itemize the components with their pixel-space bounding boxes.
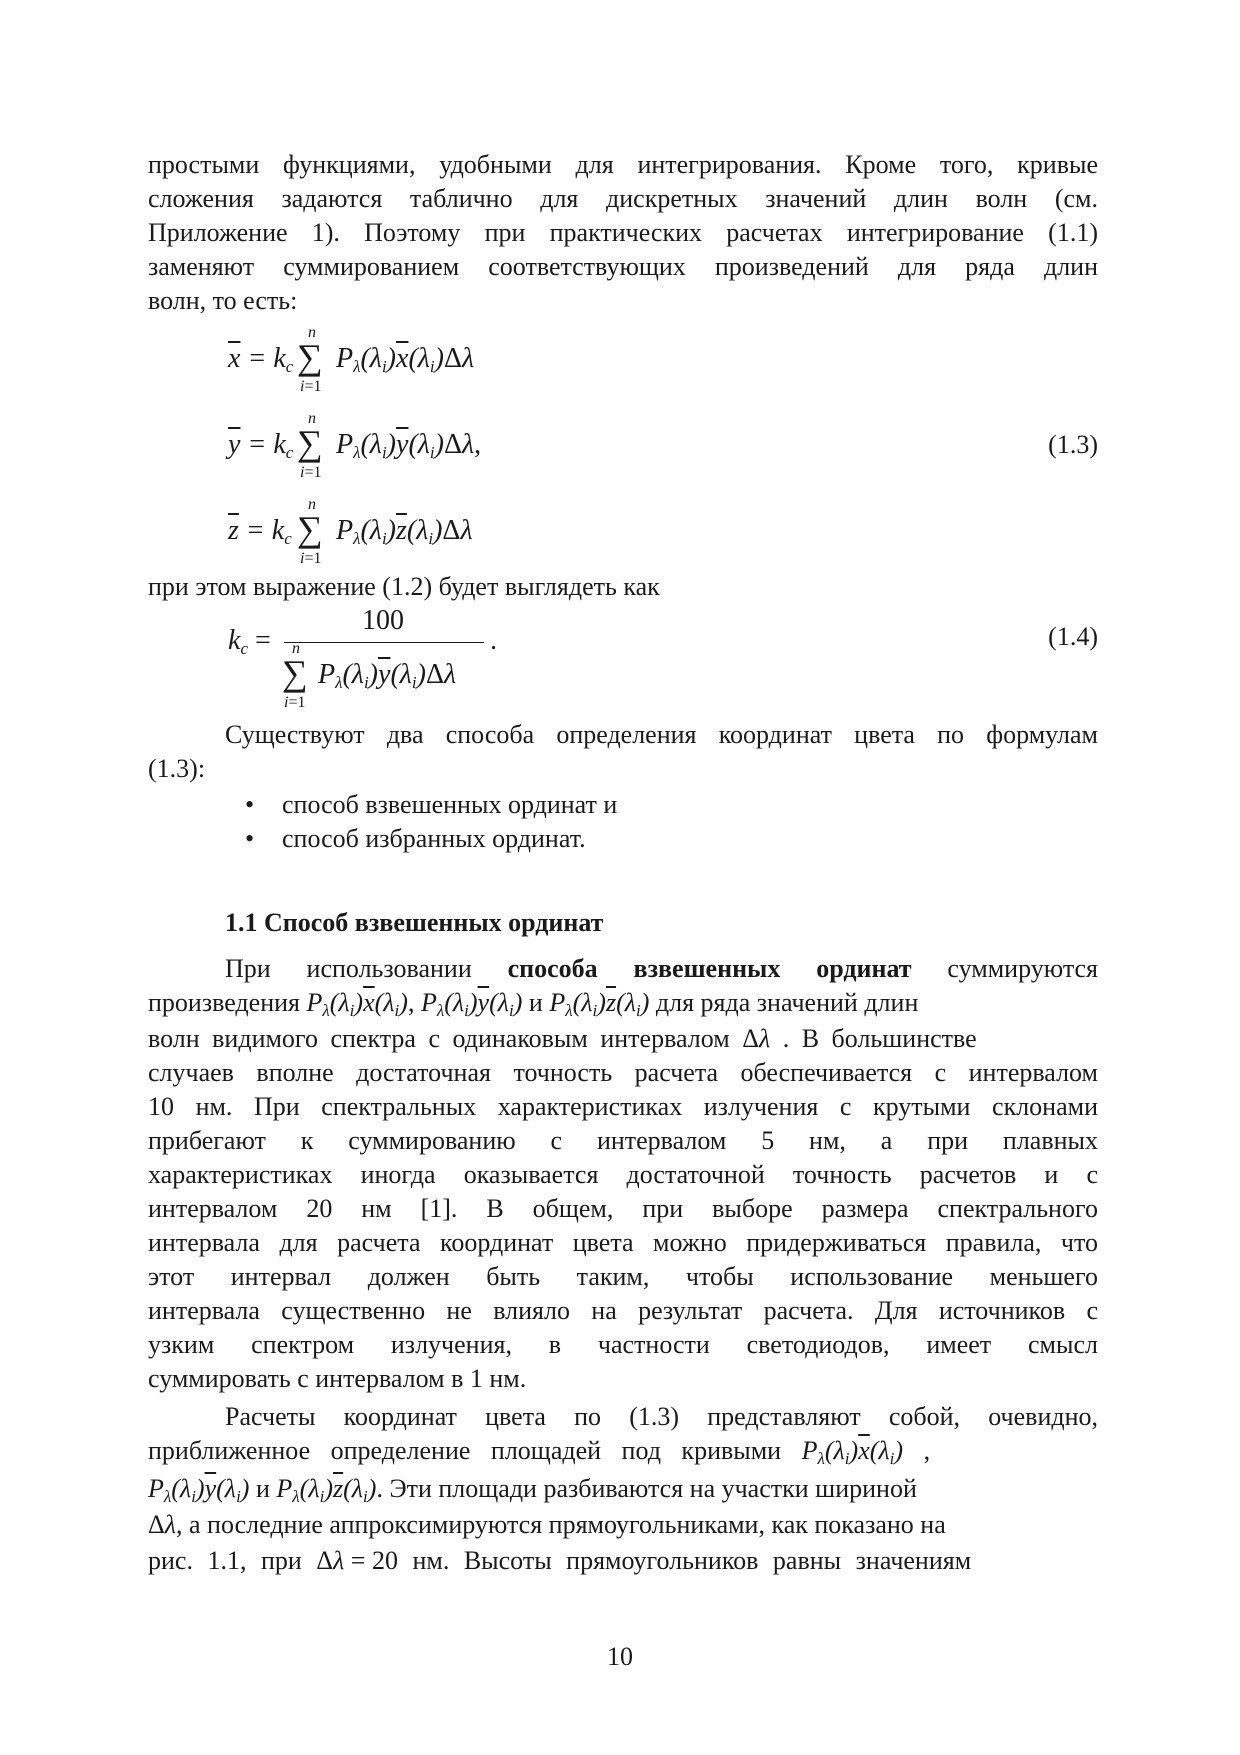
- bullet-icon: •: [245, 824, 255, 853]
- intro-line-3: Приложение 1). Поэтому при практических расчетах интегрирование (1.1): [148, 218, 1098, 247]
- p1-line-11: интервала существенно не влияло на результат расчета. Для источников с: [148, 1296, 1098, 1325]
- intro-line-4: заменяют суммированием соответствующих произведений для ряда длин: [148, 252, 1098, 281]
- p1-line-7: характеристиках иногда оказывается достаточной точность расчетов и с: [148, 1160, 1098, 1189]
- fraction-bar: [284, 642, 484, 643]
- p1-line-12: узким спектром излучения, в частности светодиодов, имеет смысл: [148, 1330, 1098, 1359]
- bullet-item-2: способ избранных ординат.: [282, 824, 586, 853]
- p2-line-3: $P_\lambda(\lambda_i)\overline{y}(\lambda_i)$ и $P_\lambda(\lambda_i)\overline{z}(\lambda_i)$. Эти площади разбиваются на участки шириной: [148, 1474, 917, 1506]
- p1-line-5: 10 нм. При спектральных характеристиках излучения с крутыми склонами: [148, 1092, 1098, 1121]
- equation-number-1-4: (1.4): [1048, 622, 1098, 651]
- p1-line-6: прибегают к суммированию с интервалом 5 нм, а при плавных: [148, 1126, 1098, 1155]
- p2-line-2: приближенное определение площадей под кривыми $P_\lambda(\lambda_i)\overline{x}(\lambda_i)$ ,: [148, 1436, 931, 1468]
- bullet-icon: •: [245, 790, 255, 819]
- p1-line-2: произведения $P_\lambda(\lambda_i)\overline{x}(\lambda_i)$, $P_\lambda(\lambda_i)\overline{y}(\lambda_i)$ и $P_\lambda(\lambda_i)\overline{z}(\lambda_i)$ для ряда значений длин: [148, 988, 919, 1020]
- page-number: 10: [607, 1642, 633, 1671]
- equation-number-1-3: (1.3): [1048, 430, 1098, 459]
- ways-line-1: Существуют два способа определения координат цвета по формулам: [225, 720, 1098, 749]
- intro-line-5: волн, то есть:: [148, 286, 298, 315]
- section-heading: 1.1 Способ взвешенных ординат: [225, 908, 604, 937]
- p1-line-13: суммировать с интервалом в 1 нм.: [148, 1364, 527, 1393]
- intro-line-1: простыми функциями, удобными для интегрирования. Кроме того, кривые: [148, 150, 1098, 179]
- p1-line-3: волн видимого спектра с одинаковым интервалом Δλ . В большинстве: [148, 1024, 977, 1053]
- bullet-item-1: способ взвешенных ординат и: [282, 790, 618, 819]
- p1-line-4: случаев вполне достаточная точность расчета обеспечивается с интервалом: [148, 1058, 1098, 1087]
- document-page: простыми функциями, удобными для интегрирования. Кроме того, кривые сложения задаются таблично для дискретных значений длин волн (см. Приложение 1). Поэтому при практических расчетах интегрирование (1.1) заменяют суммированием соответствующих произведений для ряда длин волн, то есть: n ∑ i=1 $\overline{x} = k_c$ $P_\lambda(\lambda_i)\overline{x}(\lambda_i)\Delta\lambda$ n ∑ i=1 $\overline{y} = k_c$ $P_\lambda(\lambda_i)\overline{y}(\lambda_i)\Delta\lambda$, (1.3) n ∑ i=1 $\overline{z} = k_c$ $P_\lambda(\lambda_i)\overline{z}(\lambda_i)\Delta\lambda$ при этом выражение (1.2) будет выглядеть как $k_c$ = 100 . n ∑ i=1 $P_\lambda(\lambda_i)\overline{y}(\lambda_i)\Delta\lambda$ (1.4) Существуют два способа определения координат цвета по формулам (1.3): • способ взвешенных ординат и • способ избранных ординат. 1.1 Способ взвешенных ординат При использовании способа взвешенных ординат суммируются произведения $P_\lambda(\lambda_i)\overline{x}(\lambda_i)$, $P_\lambda(\lambda_i)\overline{y}(\lambda_i)$ и $P_\lambda(\lambda_i)\overline{z}(\lambda_i)$ для ряда значений длин волн видимого спектра с одинаковым интервалом Δλ . В большинстве случаев вполне достаточная точность расчета обеспечивается с интервалом 10 нм. При спектральных характеристиках излучения с крутыми склонами прибегают к суммированию с интервалом 5 нм, а при плавных характеристиках иногда оказывается достаточной точность расчетов и с интервалом 20 нм [1]. В общем, при выборе размера спектрального интервала для расчета координат цвета можно придерживаться правила, что этот интервал должен быть таким, чтобы использование меньшего интервала существенно не влияло на результат расчета. Для источников с узким спектром излучения, в частности светодиодов, имеет смысл суммировать с интервалом в 1 нм. Расчеты координат цвета по (1.3) представляют собой, очевидно, приближенное определение площадей под кривыми $P_\lambda(\lambda_i)\overline{x}(\lambda_i)$ , $P_\lambda(\lambda_i)\overline{y}(\lambda_i)$ и $P_\lambda(\lambda_i)\overline{z}(\lambda_i)$. Эти площади разбиваются на участки шириной Δλ, а последние аппроксимируются прямоугольниками, как показано на рис. 1.1, при Δλ = 20 нм. Высоты прямоугольников равны значениям 10: [0, 0, 1240, 1755]
- text-after-eq-1-3: при этом выражение (1.2) будет выглядеть как: [148, 572, 660, 601]
- p2-line-5: рис. 1.1, при Δλ = 20 нм. Высоты прямоугольников равны значениям: [148, 1546, 972, 1575]
- p1-line-1: При использовании способа взвешенных ординат суммируются: [225, 954, 1098, 983]
- p2-line-1: Расчеты координат цвета по (1.3) представляют собой, очевидно,: [225, 1402, 1098, 1431]
- numerator: 100: [362, 605, 404, 636]
- p1-line-9: интервала для расчета координат цвета можно придерживаться правила, что: [148, 1228, 1098, 1257]
- p1-line-10: этот интервал должен быть таким, чтобы использование меньшего: [148, 1262, 1098, 1291]
- p2-line-4: Δλ, а последние аппроксимируются прямоугольниками, как показано на: [148, 1510, 946, 1539]
- intro-line-2: сложения задаются таблично для дискретных значений длин волн (см.: [148, 184, 1098, 213]
- ways-line-2: (1.3):: [148, 754, 206, 783]
- p1-line-8: интервалом 20 нм [1]. В общем, при выборе размера спектрального: [148, 1194, 1098, 1223]
